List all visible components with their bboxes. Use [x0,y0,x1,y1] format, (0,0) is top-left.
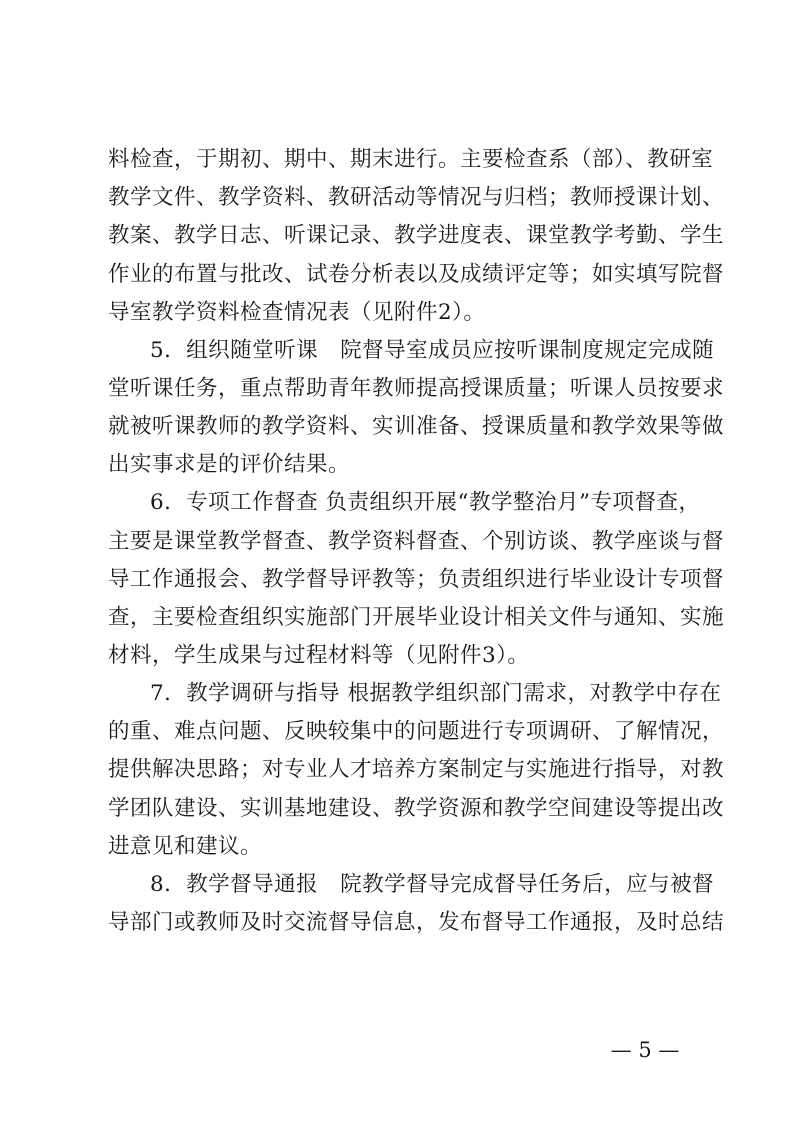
text-line: 导部门或教师及时交流督导信息，发布督导工作通报，及时总结 [108,910,725,935]
text-line: 的重、难点问题、反映较集中的问题进行专项调研、了解情况， [108,719,725,744]
text-line: 材料，学生成果与过程材料等（见附件3）。 [108,643,530,668]
paragraph-heading-6: 6．专项工作督查 负责组织开展“教学整治月”专项督查， [150,490,701,515]
text-line: 主要是课堂教学督查、教学资料督查、个别访谈、教学座谈与督 [108,529,725,554]
text-line: 查，主要检查组织实施部门开展毕业设计相关文件与通知、实施 [108,605,725,630]
paragraph-heading-8: 8．教学督导通报 院教学督导完成督导任务后，应与被督 [150,872,715,897]
text-line: 学团队建设、实训基地建设、教学资源和教学空间建设等提出改 [108,796,725,821]
text-line: 教案、教学日志、听课记录、教学进度表、课堂教学考勤、学生 [108,223,725,248]
text-line: 就被听课教师的教学资料、实训准备、授课质量和教学效果等做 [108,414,725,439]
paragraph-heading-7: 7．教学调研与指导 根据教学组织部门需求，对教学中存在 [150,681,722,706]
text-line: 教学文件、教学资料、教研活动等情况与归档；教师授课计划、 [108,185,725,210]
text-line: 进意见和建议。 [108,834,263,859]
text-line: 出实事求是的评价结果。 [108,452,351,477]
text-line: 料检查，于期初、期中、期末进行。主要检查系（部）、教研室 [108,147,714,172]
text-line: 导工作通报会、教学督导评教等；负责组织进行毕业设计专项督 [108,567,725,592]
paragraph-heading-5: 5．组织随堂听课 院督导室成员应按听课制度规定完成随 [150,338,715,363]
text-line: 作业的布置与批改、试卷分析表以及成绩评定等；如实填写院督 [108,262,725,287]
text-line: 提供解决思路；对专业人才培养方案制定与实施进行指导，对教 [108,757,725,782]
text-line: 导室教学资料检查情况表（见附件2）。 [108,300,486,325]
page-number: — 5 — [610,1038,680,1062]
text-line: 堂听课任务，重点帮助青年教师提高授课质量；听课人员按要求 [108,376,725,401]
